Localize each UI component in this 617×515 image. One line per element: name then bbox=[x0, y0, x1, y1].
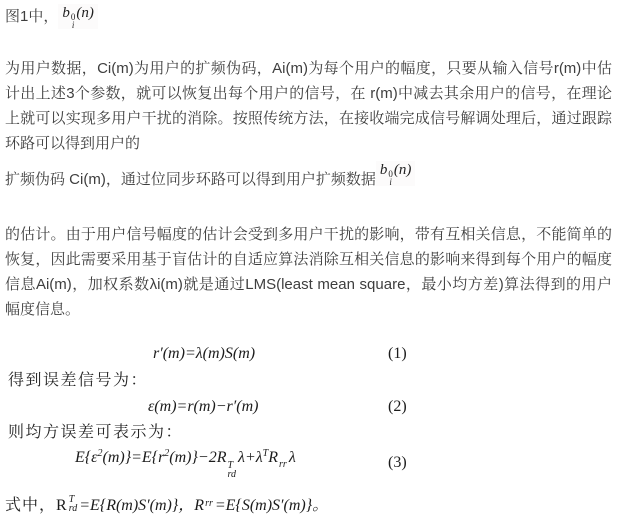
equation-3 bbox=[75, 448, 296, 479]
label-error-signal: 得到误差信号为： bbox=[8, 372, 149, 389]
line-spread-code bbox=[5, 163, 612, 189]
equation-block bbox=[5, 340, 612, 515]
formula-base: b bbox=[379, 162, 388, 178]
equation-3-row bbox=[5, 446, 612, 480]
intro-text: 图1中， bbox=[5, 8, 59, 25]
formula-superscript: 0 bbox=[388, 169, 393, 179]
formula-argument: (n) bbox=[393, 162, 412, 178]
formula-b-image-2 bbox=[376, 161, 416, 186]
paragraph-user-data: 为用户数据，Ci(m)为用户的扩频伪码，Ai(m)为每个用户的幅度，只要从输入信号r(m)中估计出上述3个参数，就可以恢复出每个用户的信号，在 r(m)中减去其余用户的信号，在理论上就可以实现多用户干扰的消除。按照传统方法，在接收端完成信号解调处理后，通过跟踪环路可以得到用户的 bbox=[5, 60, 612, 152]
formula-argument: (n) bbox=[76, 5, 94, 21]
eq3-term: (m)}−2R bbox=[169, 448, 227, 466]
eq3-term: λ bbox=[288, 448, 296, 466]
equation-1-row bbox=[5, 340, 612, 368]
where-term: 式中，R bbox=[5, 497, 68, 514]
equation-1-number: (1) bbox=[388, 345, 407, 362]
formula-b-image-1 bbox=[58, 4, 98, 29]
intro-line bbox=[5, 4, 612, 34]
equation-2-row bbox=[5, 394, 612, 420]
where-term: =E{R(m)S′(m)}，R bbox=[79, 497, 205, 514]
eq3-squared: 2 bbox=[164, 447, 170, 459]
formula-superscript: 0 bbox=[70, 12, 76, 22]
equation-2: ε(m)=r(m)−r′(m) bbox=[148, 398, 259, 415]
eq3-transpose: T bbox=[262, 447, 269, 459]
label-mean-square-error: 则均方误差可表示为： bbox=[8, 424, 184, 441]
line-spread-code-text: 扩频伪码 Ci(m)，通过位同步环路可以得到用户扩频数据 bbox=[5, 171, 376, 188]
formula-supsub bbox=[388, 170, 393, 186]
eq3-term: E{ε bbox=[75, 448, 98, 466]
eq3-term: R bbox=[268, 448, 279, 466]
formula-subscript: i bbox=[71, 20, 75, 30]
equation-1: r′(m)=λ(m)S(m) bbox=[153, 345, 256, 362]
where-term: =E{S(m)S′(m)}。 bbox=[214, 497, 329, 514]
equation-where-line bbox=[5, 492, 612, 515]
formula-base: b bbox=[62, 5, 70, 21]
formula-subscript: i bbox=[389, 177, 392, 187]
equation-2-number: (2) bbox=[388, 398, 407, 415]
formula-supsub bbox=[71, 13, 76, 29]
paragraph-estimation: 的估计。由于用户信号幅度的估计会受到多用户干扰的影响，带有互相关信息，不能简单的恢复，因此需要采用基于盲估计的自适应算法消除互相关信息的影响来得到每个用户的幅度信息Ai(m)，加权系数λi(m)就是通过LMS(least mean square，最小均方差)算法得到的用户幅度信息。 bbox=[5, 226, 612, 318]
where-R-rr-subscript: rr bbox=[205, 498, 213, 509]
eq3-R-rr-subscript: rr bbox=[279, 458, 287, 470]
eq3-term: λ+λ bbox=[238, 448, 263, 466]
eq3-squared: 2 bbox=[97, 447, 103, 459]
eq3-term: (m)}=E{r bbox=[102, 448, 165, 466]
equation-3-number: (3) bbox=[388, 454, 407, 471]
where-R-rd-supsub: T rd bbox=[68, 493, 78, 514]
eq3-R-rd-supsub: T rd bbox=[227, 459, 237, 480]
